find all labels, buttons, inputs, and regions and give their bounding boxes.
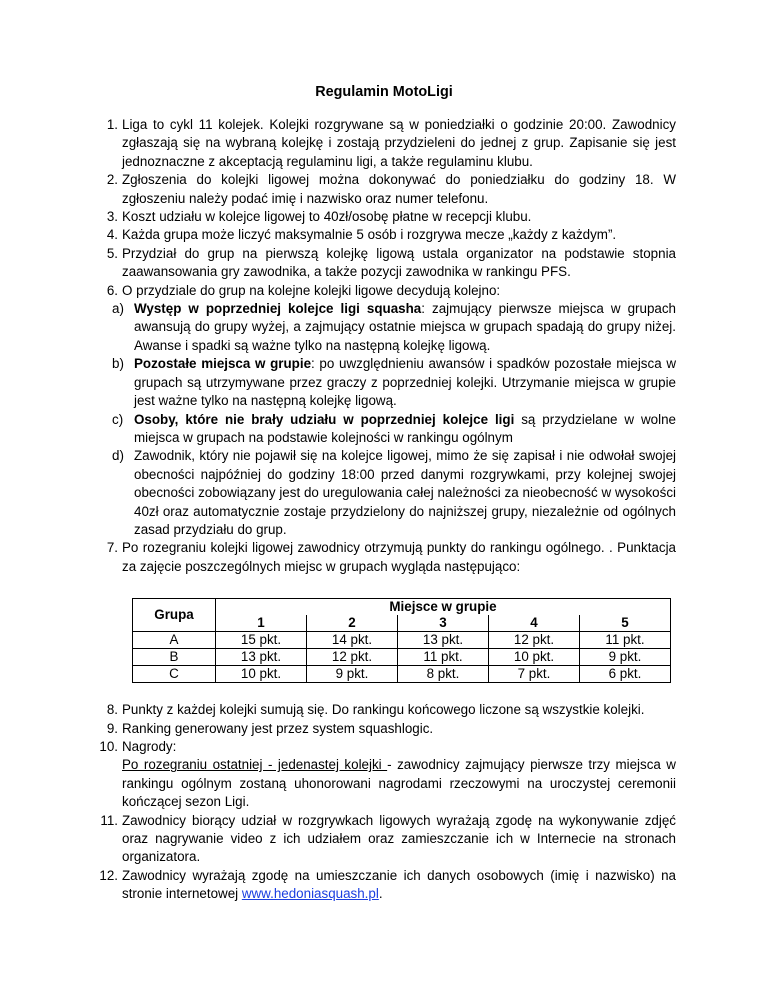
list-item	[98, 226, 676, 244]
group-cell: A	[133, 632, 216, 649]
points-cell: 13 pkt.	[398, 632, 489, 649]
item-number: 5.	[106, 245, 118, 261]
item-text: Przydział do grup na pierwszą kolejkę ligową ustala organizator na podstawie stopnia zaawansowania gry zawodnika, a także pozycji zawodnika w rankingu PFS.	[122, 245, 676, 280]
place-header: 3	[398, 615, 489, 632]
points-table	[132, 598, 671, 683]
item-text: Nagrody:	[122, 738, 177, 754]
place-header: 5	[580, 615, 671, 632]
item-number: 9.	[106, 720, 118, 736]
item-number: 11.	[100, 812, 118, 828]
item-text: Ranking generowany jest przez system squashlogic.	[122, 720, 434, 736]
points-cell: 8 pkt.	[398, 666, 489, 683]
points-cell: 11 pkt.	[398, 649, 489, 666]
group-cell: B	[133, 649, 216, 666]
prizes-text: - zawodnicy zajmujący pierwsze trzy miejsca w rankingu ogólnym zostaną uhonorowani nagrodami rzeczowymi na uroczystej ceremonii kończącej sezon Ligi.	[122, 757, 676, 810]
points-cell: 11 pkt.	[580, 632, 671, 649]
points-cell: 6 pkt.	[580, 666, 671, 683]
sub-item-bold: Występ w poprzedniej kolejce ligi squasha	[134, 301, 422, 317]
sub-item-text: są przydzielane w wolne miejsca w grupach na podstawie kolejności w rankingu ogólnym	[134, 411, 676, 445]
sub-item	[98, 447, 676, 539]
list-item	[98, 208, 676, 226]
item-number: 7.	[106, 540, 118, 556]
item-end: .	[378, 886, 383, 902]
list-item	[98, 701, 676, 719]
prizes-paragraph	[98, 756, 676, 811]
points-table-wrapper	[132, 598, 676, 683]
list-item	[98, 867, 676, 904]
place-header: 2	[307, 615, 398, 632]
group-cell: C	[133, 666, 216, 683]
place-header: 4	[489, 615, 580, 632]
sub-item-text: : zajmujący pierwsze miejsca w grupach awansują do grupy wyżej, a zajmujący ostatnie miejsca w grupach spadają do grupy niżej. Awanse i spadki są ważne tylko na następną kolejkę ligową.	[134, 301, 676, 353]
table-row	[133, 666, 671, 683]
sub-item	[98, 300, 676, 355]
sub-item-label: c)	[112, 411, 124, 427]
item-number: 10.	[99, 738, 118, 754]
list-item	[98, 539, 676, 576]
list-item	[98, 282, 676, 300]
points-cell: 10 pkt.	[216, 666, 307, 683]
place-header: 1	[216, 615, 307, 632]
item-text: Każda grupa może liczyć maksymalnie 5 osób i rozgrywa mecze „każdy z każdym”.	[122, 227, 617, 243]
item-text: Koszt udziału w kolejce ligowej to 40zł/osobę płatne w recepcji klubu.	[122, 209, 532, 225]
page-title: Regulamin MotoLigi	[315, 84, 453, 100]
item-text: Zgłoszenia do kolejki ligowej można dokonywać do poniedziałku do godziny 18. W zgłoszeniu należy podać imię i nazwisko oraz numer telefonu.	[122, 172, 676, 206]
item-number: 2.	[106, 172, 118, 188]
group-header: Grupa	[133, 599, 216, 632]
places-header: Miejsce w grupie	[216, 599, 671, 616]
sub-item-text: : po uwzględnieniu awansów i spadków pozostałe miejsca w grupach są utrzymywane przez graczy z poprzedniej kolejki. Utrzymanie miejsca w grupie jest ważne tylko na następną kolejkę ligową.	[134, 356, 677, 409]
points-cell: 10 pkt.	[489, 649, 580, 666]
table-row	[133, 632, 671, 649]
sub-item-label: d)	[112, 448, 124, 464]
item-number: 12.	[99, 867, 118, 883]
list-item	[98, 116, 676, 171]
rules-list	[98, 116, 676, 904]
prizes-underlined-text: Po rozegraniu ostatniej - jedenastej kolejki	[122, 757, 388, 773]
sub-item	[98, 355, 676, 410]
points-cell: 12 pkt.	[489, 632, 580, 649]
list-item	[98, 171, 676, 208]
item-number: 4.	[106, 227, 118, 243]
list-item	[98, 720, 676, 738]
item-text: Zawodnicy biorący udział w rozgrywkach ligowych wyrażają zgodę na wykonywanie zdjęć oraz nagrywanie video z ich udziałem oraz zamieszczanie ich w Internecie na stronach organizatora.	[122, 812, 676, 865]
sub-item-bold: Osoby, które nie brały udziału w poprzedniej kolejce ligi	[134, 411, 515, 427]
sub-item-label: b)	[112, 356, 124, 372]
points-cell: 9 pkt.	[307, 666, 398, 683]
sub-item-bold: Pozostałe miejsca w grupie	[134, 356, 312, 372]
points-cell: 7 pkt.	[489, 666, 580, 683]
points-cell: 14 pkt.	[307, 632, 398, 649]
item-number: 6.	[106, 282, 118, 298]
item-text: Punkty z każdej kolejki sumują się. Do rankingu końcowego liczone są wszystkie kolejki.	[122, 702, 645, 718]
website-link[interactable]: www.hedoniasquash.pl	[241, 886, 379, 902]
table-row	[133, 649, 671, 666]
item-number: 8.	[106, 702, 118, 718]
list-item	[98, 738, 676, 756]
item-number: 3.	[106, 209, 118, 225]
sub-item-text: Zawodnik, który nie pojawił się na kolejce ligowej, mimo że się zapisał i nie odwołał swojej obecności najpóźniej do godziny 18:00 przed danymi rozgrywkami, przy kolejnej swojej obecności zobowiązany jest do uregulowania całej należności za nieobecność w wysokości 40zł oraz automatycznie zostaje przydzielony do najniższej grupy, niezależnie od ogólnych zasad przydziału do grup.	[134, 448, 676, 537]
points-cell: 9 pkt.	[580, 649, 671, 666]
list-item	[98, 245, 676, 282]
item-text: Liga to cykl 11 kolejek. Kolejki rozgrywane są w poniedziałki o godzinie 20:00. Zawodnicy zgłaszają się na wybraną kolejkę i zostają przydzieleni do jednej z grup. Zapisanie się jest jednoznaczne z akceptacją regulaminu ligi, a także regulaminu klubu.	[122, 117, 676, 169]
item-number: 1.	[106, 117, 118, 132]
list-item	[98, 812, 676, 867]
item-text: Zawodnicy wyrażają zgodę na umieszczanie ich danych osobowych (imię i nazwisko) na stronie internetowej	[122, 867, 676, 902]
item-text: Po rozegraniu kolejki ligowej zawodnicy otrzymują punkty do rankingu ogólnego. . Punktacja za zajęcie poszczególnych miejsc w grupach wygląda następująco:	[122, 540, 676, 574]
points-cell: 13 pkt.	[216, 649, 307, 666]
points-cell: 12 pkt.	[307, 649, 398, 666]
item-text: O przydziale do grup na kolejne kolejki ligowe decydują kolejno:	[122, 282, 501, 298]
sub-item	[98, 411, 676, 448]
points-cell: 15 pkt.	[216, 632, 307, 649]
sub-item-label: a)	[112, 301, 124, 317]
